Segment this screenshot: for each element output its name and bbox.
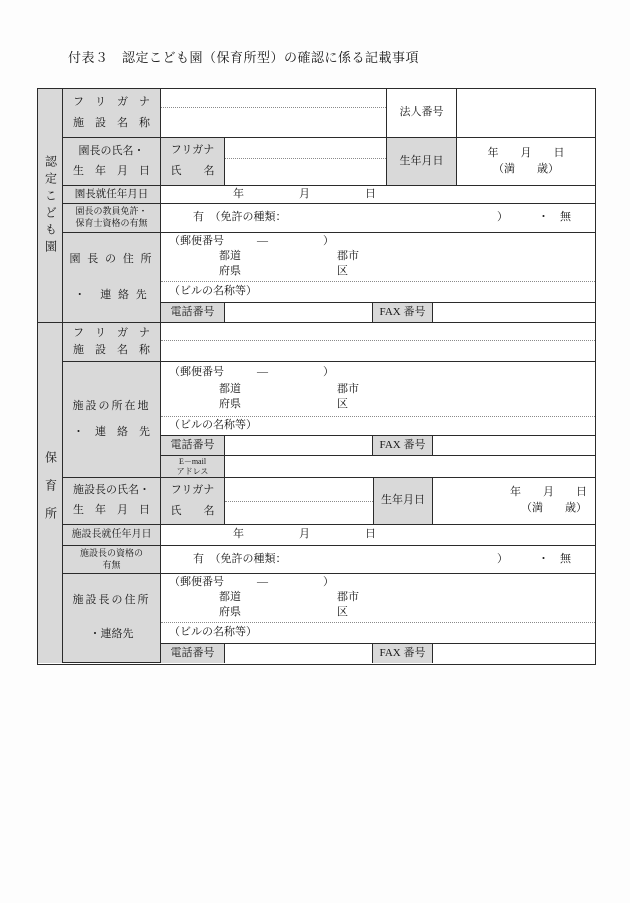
dotted-divider — [161, 340, 595, 341]
k-tel-field — [225, 303, 373, 323]
h-addr-fax-field — [433, 644, 595, 663]
h-addr-gunshi-label: 郡市 — [337, 591, 359, 603]
k-director-label — [63, 138, 161, 186]
h-building-label: （ビルの名称等） — [169, 419, 257, 432]
k-address-label — [63, 233, 161, 323]
h-appointment-ymd: 年 月 日 — [233, 528, 376, 541]
h-addr-todo-label: 都道 — [219, 591, 241, 603]
k-appointment-ymd: 年 月 日 — [233, 187, 376, 200]
h-location-label-line2: ・ 連 絡 先 — [73, 425, 150, 438]
h-tel-label-cell — [161, 436, 225, 456]
k-license-yes: 有 （免許の種類： — [193, 211, 287, 224]
h-license-no: ・ 無 — [538, 552, 571, 565]
k-gunshi-label: 郡市 — [337, 250, 359, 262]
k-facility-furigana-label: フ リ ガ ナ — [73, 95, 150, 108]
h-building-field — [161, 417, 595, 436]
k-license-label-line2: 保育士資格の有無 — [75, 218, 148, 228]
dotted-divider — [225, 158, 386, 159]
h-facility-name-field — [161, 323, 595, 362]
h-head-furigana-label: フリガナ — [170, 483, 215, 496]
h-fax-field — [433, 436, 595, 456]
h-address-label-line2: ・連絡先 — [89, 628, 134, 640]
h-facility-label — [63, 323, 161, 362]
k-todo-label: 都道 — [219, 250, 241, 262]
dotted-divider — [225, 501, 373, 502]
k-birth-age: （満 歳） — [493, 162, 559, 175]
h-tel-label: 電話番号 — [170, 438, 215, 451]
k-director-name-field — [225, 138, 387, 186]
h-location-label — [63, 362, 161, 478]
section-nintei-kodomoen-label: 認定こども園 — [43, 154, 58, 257]
k-director-sub-label — [161, 138, 225, 186]
h-facility-furigana-label: フ リ ガ ナ — [73, 326, 150, 339]
form-table — [37, 88, 596, 665]
k-director-birthdate-label: 生年月日 — [399, 154, 444, 167]
k-facility-label — [63, 89, 161, 138]
k-corporate-number-field — [457, 89, 595, 138]
k-building-field — [161, 282, 595, 303]
k-birth-ymd: 年 月 日 — [487, 146, 565, 159]
k-director-name-label: 氏 名 — [170, 165, 215, 177]
h-addr-building-label: （ビルの名称等） — [169, 626, 257, 639]
h-location-address-block — [161, 362, 595, 417]
k-license-label-cell — [63, 204, 161, 233]
k-facility-name-field — [161, 89, 387, 138]
h-addr-ku-label: 区 — [337, 606, 348, 618]
k-postal-label: （郵便番号 ― ） — [169, 235, 334, 247]
h-fax-label: FAX 番号 — [379, 438, 426, 451]
h-head-sub-label — [161, 478, 225, 525]
h-head-name-field — [225, 478, 374, 525]
h-location-label-line1: 施設の所在地 — [72, 399, 151, 412]
k-appointment-label-cell — [63, 186, 161, 204]
h-appointment-label-cell — [63, 525, 161, 546]
k-ku-label: 区 — [337, 265, 348, 277]
k-tel-label: 電話番号 — [170, 305, 215, 318]
h-tel-field — [225, 436, 373, 456]
k-license-label-line1: 園長の教員免許・ — [75, 206, 148, 217]
k-license-field — [161, 204, 595, 233]
k-appointment-field — [161, 186, 595, 204]
k-fax-field — [433, 303, 595, 323]
h-qualification-label-line1: 施設長の資格の — [79, 547, 143, 558]
h-addr-tel-label-cell — [161, 644, 225, 663]
h-email-field — [225, 456, 595, 478]
k-license-no: ・ 無 — [538, 211, 571, 224]
h-birth-ymd: 年 月 日 — [510, 486, 587, 499]
k-address-label-line1: 園 長 の 住 所 — [69, 252, 154, 265]
h-license-close-paren: ） — [497, 552, 508, 565]
dotted-divider — [161, 107, 386, 108]
k-fax-label-cell — [373, 303, 433, 323]
k-corporate-number-label: 法人番号 — [399, 106, 444, 119]
h-head-birthdate-field — [433, 478, 595, 525]
h-addr-building-field — [161, 623, 595, 644]
h-postal-label: （郵便番号 ― ） — [169, 366, 334, 378]
h-head-birthdate-label: 生年月日 — [381, 494, 425, 507]
h-address-block — [161, 574, 595, 623]
h-email-label-cell — [161, 456, 225, 478]
h-email-label-line1: E－mail — [178, 456, 207, 466]
h-head-label-line1: 施設長の氏名・ — [73, 484, 150, 497]
h-qualification-label-cell — [63, 546, 161, 574]
section-hoikusho-label: 保育所 — [43, 451, 58, 535]
h-address-label-line1: 施設長の住所 — [72, 594, 151, 607]
k-director-birthdate-label-cell — [387, 138, 457, 186]
k-director-birthdate-field — [457, 138, 595, 186]
h-addr-tel-field — [225, 644, 373, 663]
h-gunshi-label: 郡市 — [337, 383, 359, 395]
k-director-label-line2: 生 年 月 日 — [73, 164, 150, 177]
h-addr-fax-label-cell — [373, 644, 433, 663]
h-qualification-label-line2: 有無 — [102, 559, 121, 570]
h-todo-label: 都道 — [219, 383, 241, 395]
h-addr-postal-label: （郵便番号 ― ） — [169, 576, 334, 588]
h-fuken-label: 府県 — [219, 398, 241, 410]
h-qualification-field — [161, 546, 595, 574]
page-title: 付表３ 認定こども園（保育所型）の確認に係る記載事項 — [68, 50, 420, 65]
h-appointment-label: 施設長就任年月日 — [71, 528, 152, 540]
k-appointment-label: 園長就任年月日 — [74, 188, 149, 200]
k-address-label-line2: ・ 連 絡 先 — [74, 288, 149, 301]
k-address-block — [161, 233, 595, 282]
h-facility-name-label: 施 設 名 称 — [73, 343, 150, 356]
h-head-birthdate-label-cell — [374, 478, 433, 525]
h-address-label — [63, 574, 161, 663]
h-addr-fuken-label: 府県 — [219, 606, 241, 618]
h-addr-fax-label: FAX 番号 — [379, 646, 426, 659]
h-appointment-field — [161, 525, 595, 546]
h-ku-label: 区 — [337, 398, 348, 410]
h-email-label-line2: アドレス — [176, 466, 209, 476]
k-corporate-number-label-cell — [387, 89, 457, 138]
h-fax-label-cell — [373, 436, 433, 456]
section-hoikusho — [38, 323, 63, 663]
k-fuken-label: 府県 — [219, 265, 241, 277]
k-director-furigana-label: フリガナ — [170, 144, 215, 157]
h-birth-age: （満 歳） — [521, 502, 587, 514]
k-tel-label-cell — [161, 303, 225, 323]
h-head-label — [63, 478, 161, 525]
section-nintei-kodomoen — [38, 89, 63, 323]
k-building-label: （ビルの名称等） — [169, 285, 257, 298]
k-facility-name-label: 施 設 名 称 — [73, 116, 150, 129]
h-license-yes: 有 （免許の種類： — [193, 552, 287, 565]
h-head-label-line2: 生 年 月 日 — [73, 504, 150, 516]
h-head-name-label: 氏 名 — [170, 504, 215, 517]
k-director-label-line1: 園長の氏名・ — [78, 144, 145, 157]
h-addr-tel-label: 電話番号 — [170, 646, 215, 659]
k-license-close-paren: ） — [497, 211, 508, 224]
k-fax-label: FAX 番号 — [379, 305, 426, 318]
